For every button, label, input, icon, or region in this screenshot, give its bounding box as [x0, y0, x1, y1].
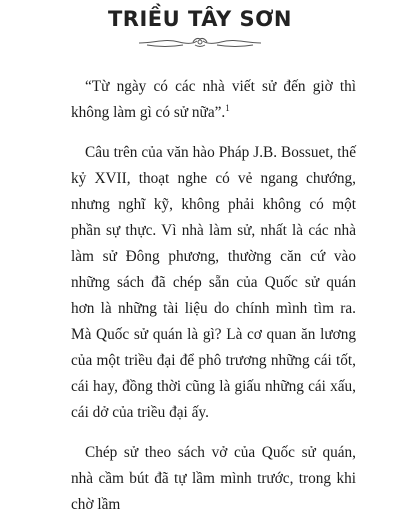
- footnote-marker[interactable]: 1: [225, 102, 230, 113]
- quote-text: “Từ ngày có các nhà viết sử đến giờ thì không làm gì có sử nữa”.: [71, 78, 356, 121]
- page-body: [71, 74, 356, 532]
- flourish-ornament-icon: [135, 36, 265, 50]
- paragraph: Câu trên của văn hào Pháp J.B. Bossuet, thế kỷ XVII, thoạt nghe có vẻ ngang chướng, nhưng nghĩ kỹ, không phải không có một phần sự thực. Vì nhà làm sử, nhất là các nhà làm sử Đông phương, thường căn cứ vào những sách đã chép sẵn của Quốc sử quán hơn là những tài liệu do chính mình tìm ra. Mà Quốc sử quán là gì? Là cơ quan ăn lương của một triều đại để phô trương những cái tốt, cái hay, đồng thời cũng là giấu những cái xấu, cái dở của triều đại ấy.: [71, 144, 356, 421]
- chapter-title: TRIỀU TÂY SƠN: [107, 7, 292, 31]
- paragraph: Chép sử theo sách vở của Quốc sử quán, nhà cầm bút đã tự lầm mình trước, trong khi chờ lầm: [71, 444, 356, 513]
- page-header: [0, 6, 400, 50]
- paragraph-quote: [71, 74, 356, 126]
